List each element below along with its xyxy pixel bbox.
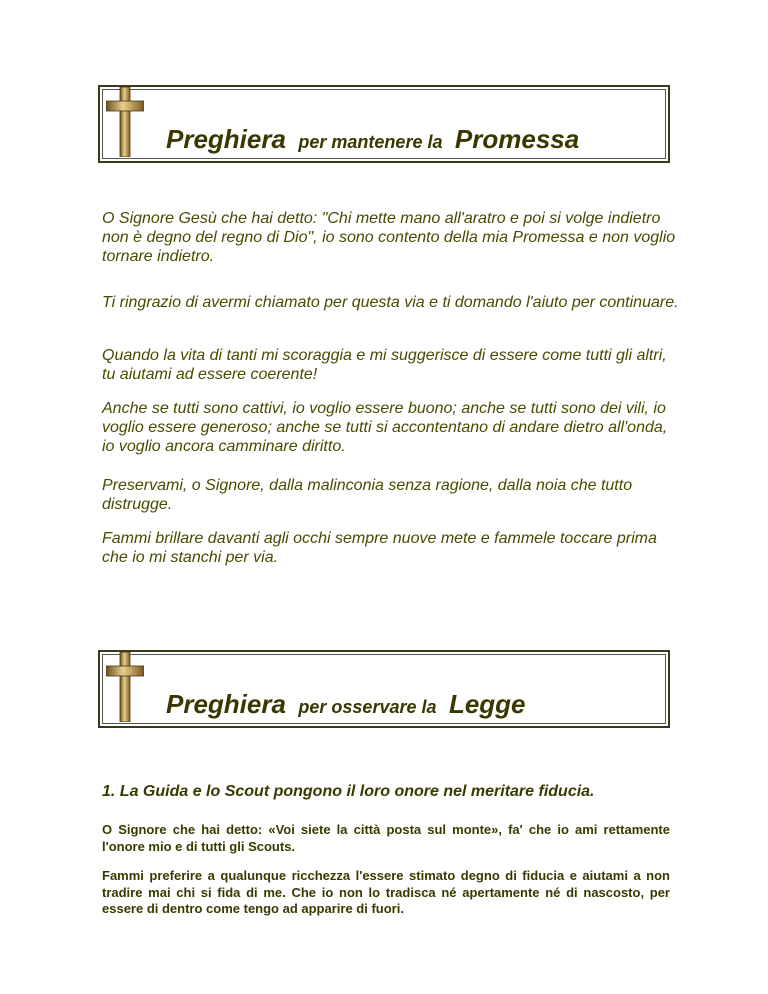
prayer-paragraph: Anche se tutti sono cattivi, io voglio essere buono; anche se tutti sono dei vili, io voglio essere generoso; anche se tutti si accontentano di andare dietro all'onda, io voglio ancora camminare diritto. xyxy=(102,400,668,455)
title-connector: per mantenere la xyxy=(298,132,443,152)
title-word-2: Promessa xyxy=(454,124,580,154)
title-word-1: Preghiera xyxy=(166,689,286,719)
law-paragraph: Fammi preferire a qualunque ricchezza l'essere stimato degno di fiducia e aiutami a non tradire mai chi si fida di me. Che io non lo tradisca né apertamente né di nascosto, per essere di dentro come tengo ad apparire di fuori. xyxy=(102,868,670,916)
prayer-paragraph: Quando la vita di tanti mi scoraggia e mi suggerisce di essere come tutti gli altri, tu aiutami ad essere coerente! xyxy=(102,347,667,383)
law-heading: 1. La Guida e lo Scout pongono il loro onore nel meritare fiducia. xyxy=(102,783,595,800)
prayer-paragraph: Preservami, o Signore, dalla malinconia senza ragione, dalla noia che tutto distrugge. xyxy=(102,477,633,513)
title-box-legge xyxy=(98,650,670,728)
section-title-promessa xyxy=(166,124,579,155)
title-word-1: Preghiera xyxy=(166,124,286,154)
prayer-paragraph: Ti ringrazio di avermi chiamato per questa via e ti domando l'aiuto per continuare. xyxy=(102,294,679,311)
cross-icon xyxy=(106,652,144,722)
section-title-legge xyxy=(166,689,526,720)
title-connector: per osservare la xyxy=(298,697,437,717)
law-paragraph: O Signore che hai detto: «Voi siete la città posta sul monte», fa' che io ami rettamente l'onore mio e di tutti gli Scouts. xyxy=(102,822,670,854)
title-box-promessa xyxy=(98,85,670,163)
title-word-2: Legge xyxy=(448,689,526,719)
prayer-paragraph: Fammi brillare davanti agli occhi sempre nuove mete e fammele toccare prima che io mi stanchi per via. xyxy=(102,530,657,566)
cross-icon xyxy=(106,87,144,157)
prayer-paragraph: O Signore Gesù che hai detto: "Chi mette mano all'aratro e poi si volge indietro non è degno del regno di Dio", io sono contento della mia Promessa e non voglio tornare indietro. xyxy=(102,210,676,265)
